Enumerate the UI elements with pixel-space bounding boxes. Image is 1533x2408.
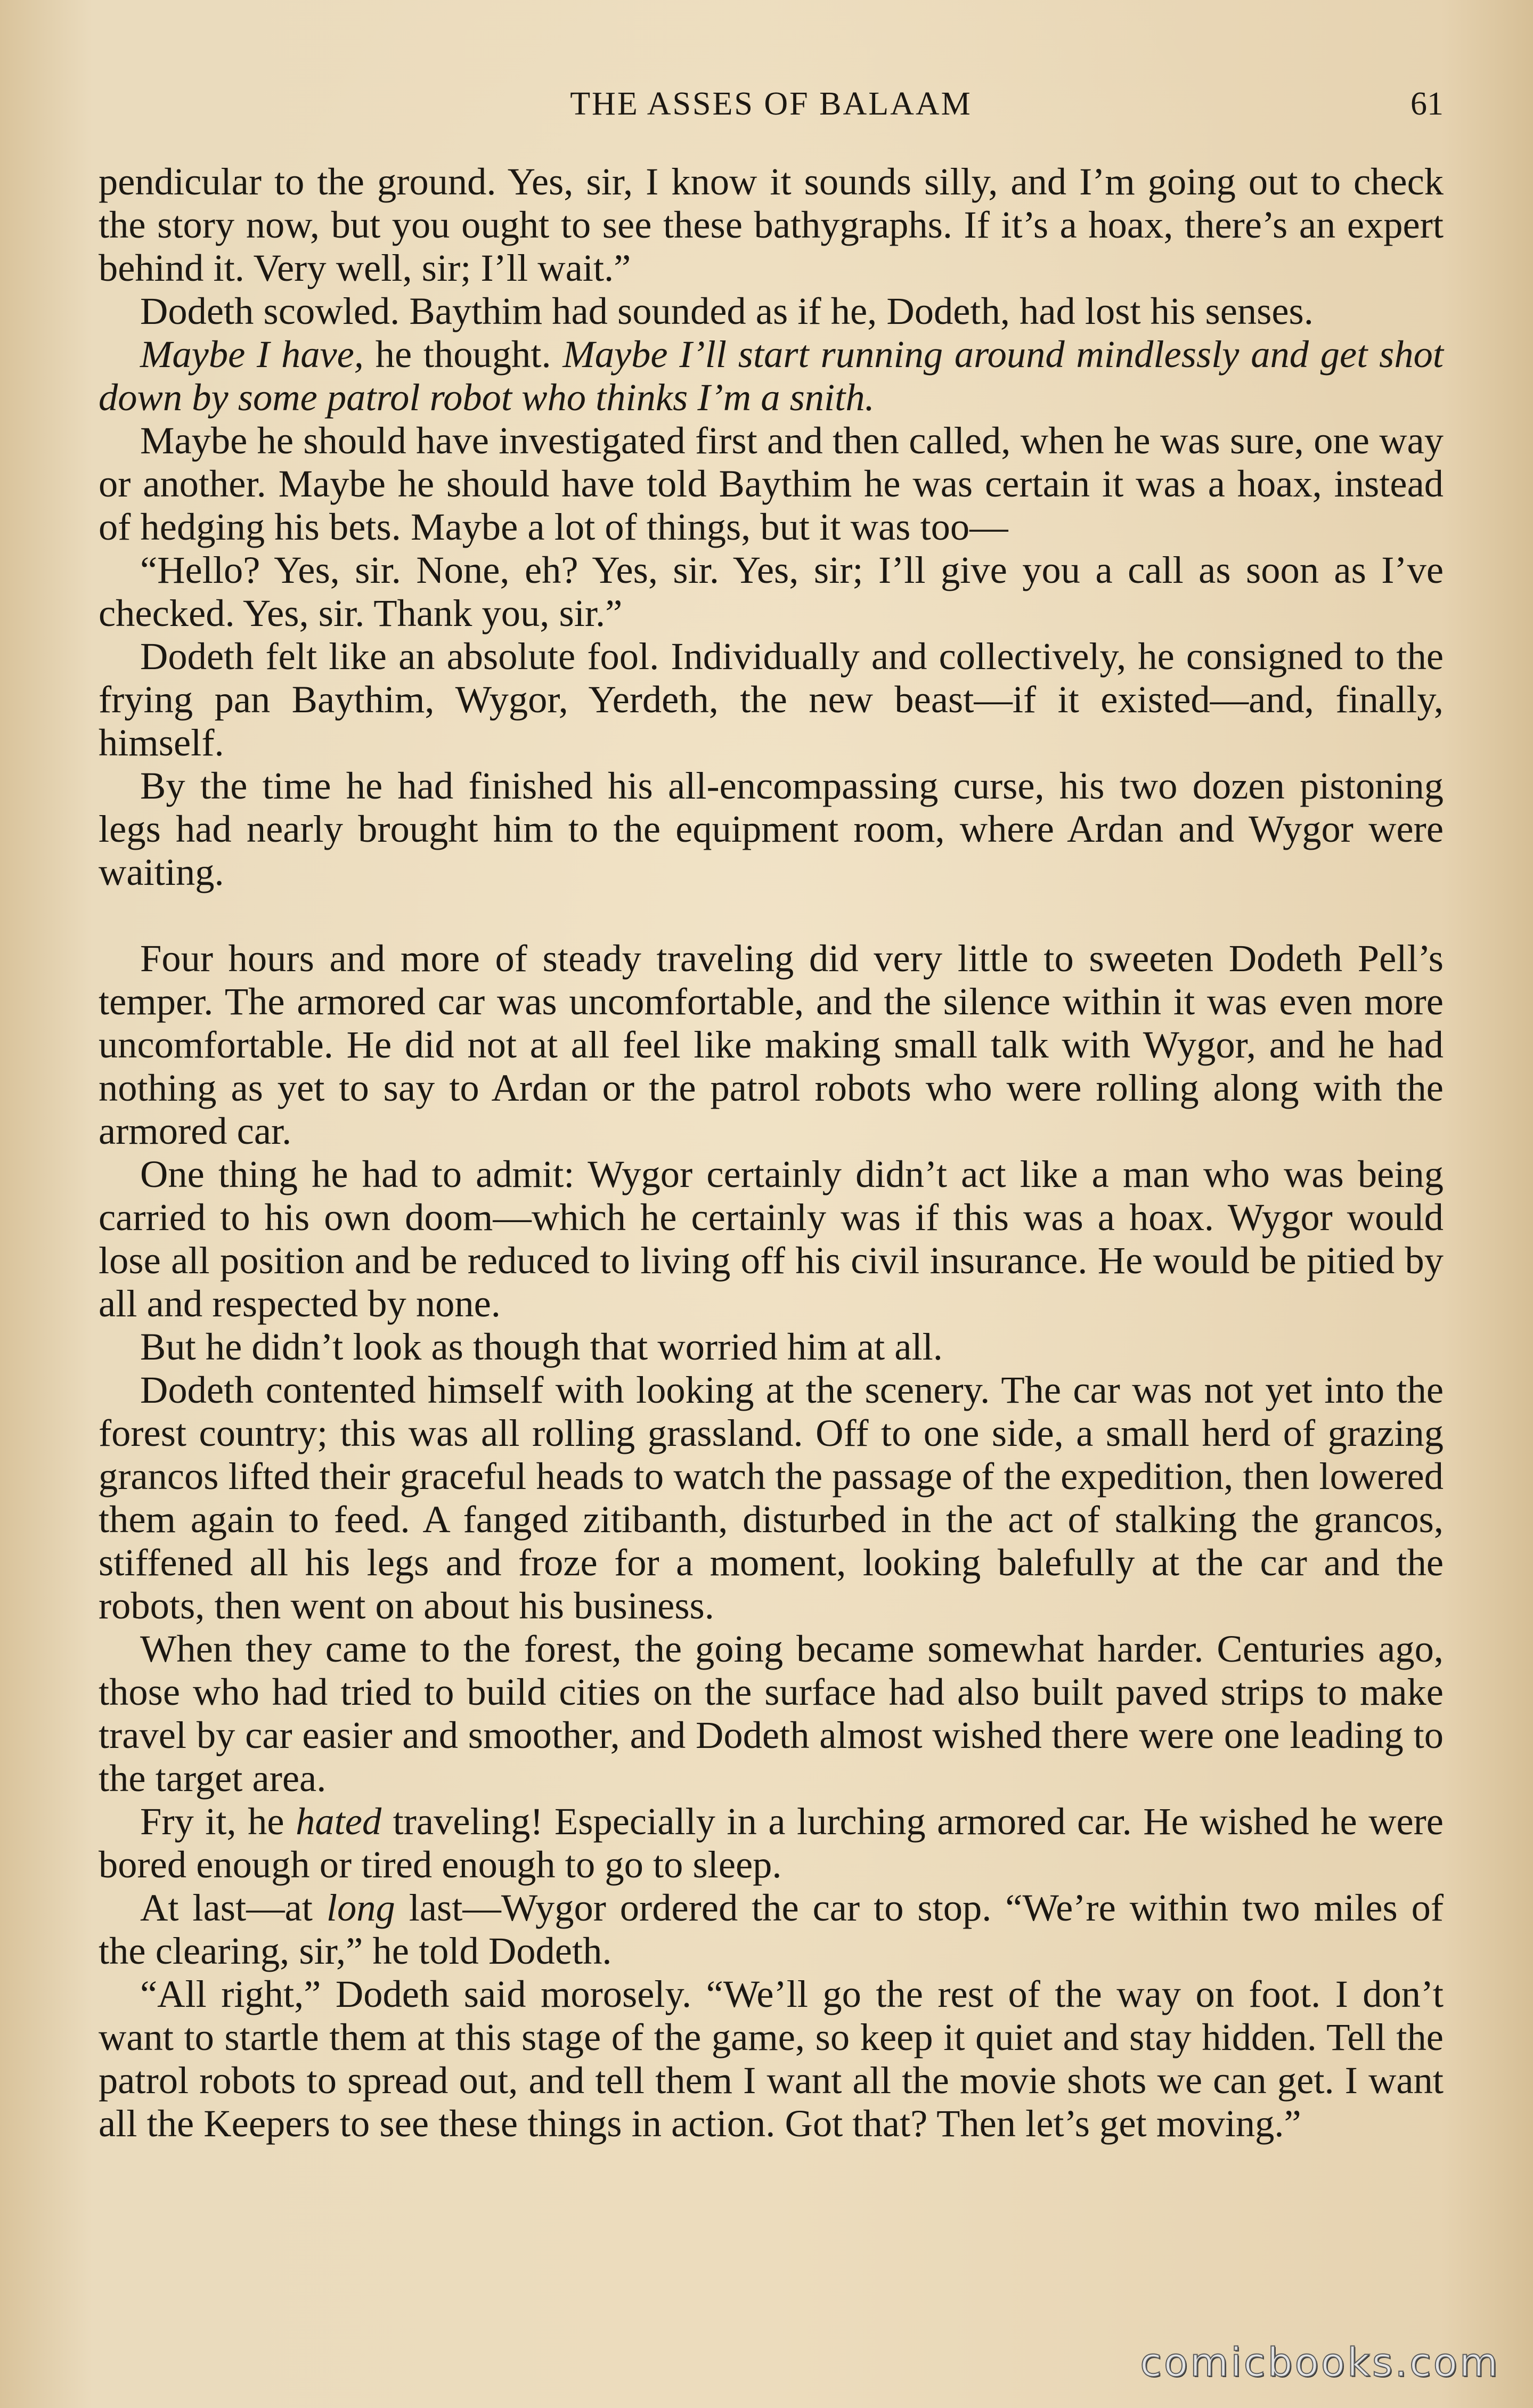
paragraph: One thing he had to admit: Wygor certainly didn’t act like a man who was being carried to his own doom—which he certainly was if this was a hoax. Wygor would lose all position and be reduced to living off his civil insurance. He would be pitied by all and respected by none. [99, 1152, 1444, 1325]
paragraph-text: At last—at [140, 1886, 327, 1929]
paragraph: When they came to the forest, the going became somewhat harder. Centuries ago, those who had tried to build cities on the surface had also built paved strips to make travel by car easier and smoother, and Dodeth almost wished there were one leading to the target area. [99, 1627, 1444, 1800]
paragraph-text: Fry it, he [140, 1800, 296, 1843]
body-text [99, 160, 1444, 2145]
paragraph: But he didn’t look as though that worried him at all. [140, 1325, 943, 1368]
italic-word: long [326, 1886, 395, 1929]
paragraph: “Hello? Yes, sir. None, eh? Yes, sir. Yes, sir; I’ll give you a call as soon as I’ve checked. Yes, sir. Thank you, sir.” [99, 548, 1444, 634]
italic-word: hated [296, 1800, 382, 1843]
paragraph: Four hours and more of steady traveling did very little to sweeten Dodeth Pell’s temper. The armored car was uncomfortable, and the silence within it was even more uncomfortable. He did not at all feel like making small talk with Wygor, and he had nothing as yet to say to Ardan or the patrol robots who were rolling along with the armored car. [99, 937, 1444, 1152]
running-title: THE ASSES OF BALAAM [570, 86, 972, 122]
paragraph [99, 1800, 1444, 1886]
watermark: comicbooks.com [1140, 2340, 1500, 2386]
paragraph: By the time he had finished his all-encompassing curse, his two dozen pistoning legs had nearly brought him to the equipment room, where Ardan and Wygor were waiting. [99, 764, 1444, 893]
italic-thought: Maybe I’ll start running around mindlessly and get shot down by some patrol robot who thinks I’m a snith. [99, 332, 1444, 419]
paragraph-text: he thought. [363, 332, 563, 376]
paragraph: “All right,” Dodeth said morosely. “We’ll go the rest of the way on foot. I don’t want to startle them at this stage of the game, so keep it quiet and stay hidden. Tell the patrol robots to spread out, and tell them I want all the movie shots we can get. I want all the Keepers to see these things in action. Got that? Then let’s get moving.” [99, 1972, 1444, 2145]
paragraph-text: last—Wygor ordered the car to stop. “We’re within two miles of the clearing, sir,” he told Dodeth. [99, 1886, 1444, 1972]
paragraph: Dodeth felt like an absolute fool. Individually and collectively, he consigned to the frying pan Baythim, Wygor, Yerdeth, the new beast—if it existed—and, finally, himself. [99, 634, 1444, 764]
running-header [99, 85, 1444, 133]
paragraph: Dodeth scowled. Baythim had sounded as if he, Dodeth, had lost his senses. [140, 289, 1314, 332]
paragraph [99, 332, 1444, 419]
italic-thought: Maybe I have, [140, 332, 364, 376]
paragraph: pendicular to the ground. Yes, sir, I know it sounds silly, and I’m going out to check the story now, but you ought to see these bathygraphs. If it’s a hoax, there’s an expert behind it. Very well, sir; I’ll wait.” [99, 160, 1444, 289]
paragraph: Dodeth contented himself with looking at the scenery. The car was not yet into the forest country; this was all rolling grassland. Off to one side, a small herd of grazing grancos lifted their graceful heads to watch the passage of the expedition, then lowered them again to feed. A fanged zitibanth, disturbed in the act of stalking the grancos, stiffened all his legs and froze for a moment, looking balefully at the car and the robots, then went on about his business. [99, 1368, 1444, 1627]
page-number: 61 [1410, 86, 1444, 122]
paragraph: Maybe he should have investigated first and then called, when he was sure, one way or another. Maybe he should have told Baythim he was certain it was a hoax, instead of hedging his bets. Maybe a lot of things, but it was too— [99, 419, 1444, 548]
paragraph-text: traveling! Especially in a lurching armored car. He wished he were bored enough or tired enough to go to sleep. [99, 1800, 1444, 1886]
paragraph [99, 1886, 1444, 1972]
